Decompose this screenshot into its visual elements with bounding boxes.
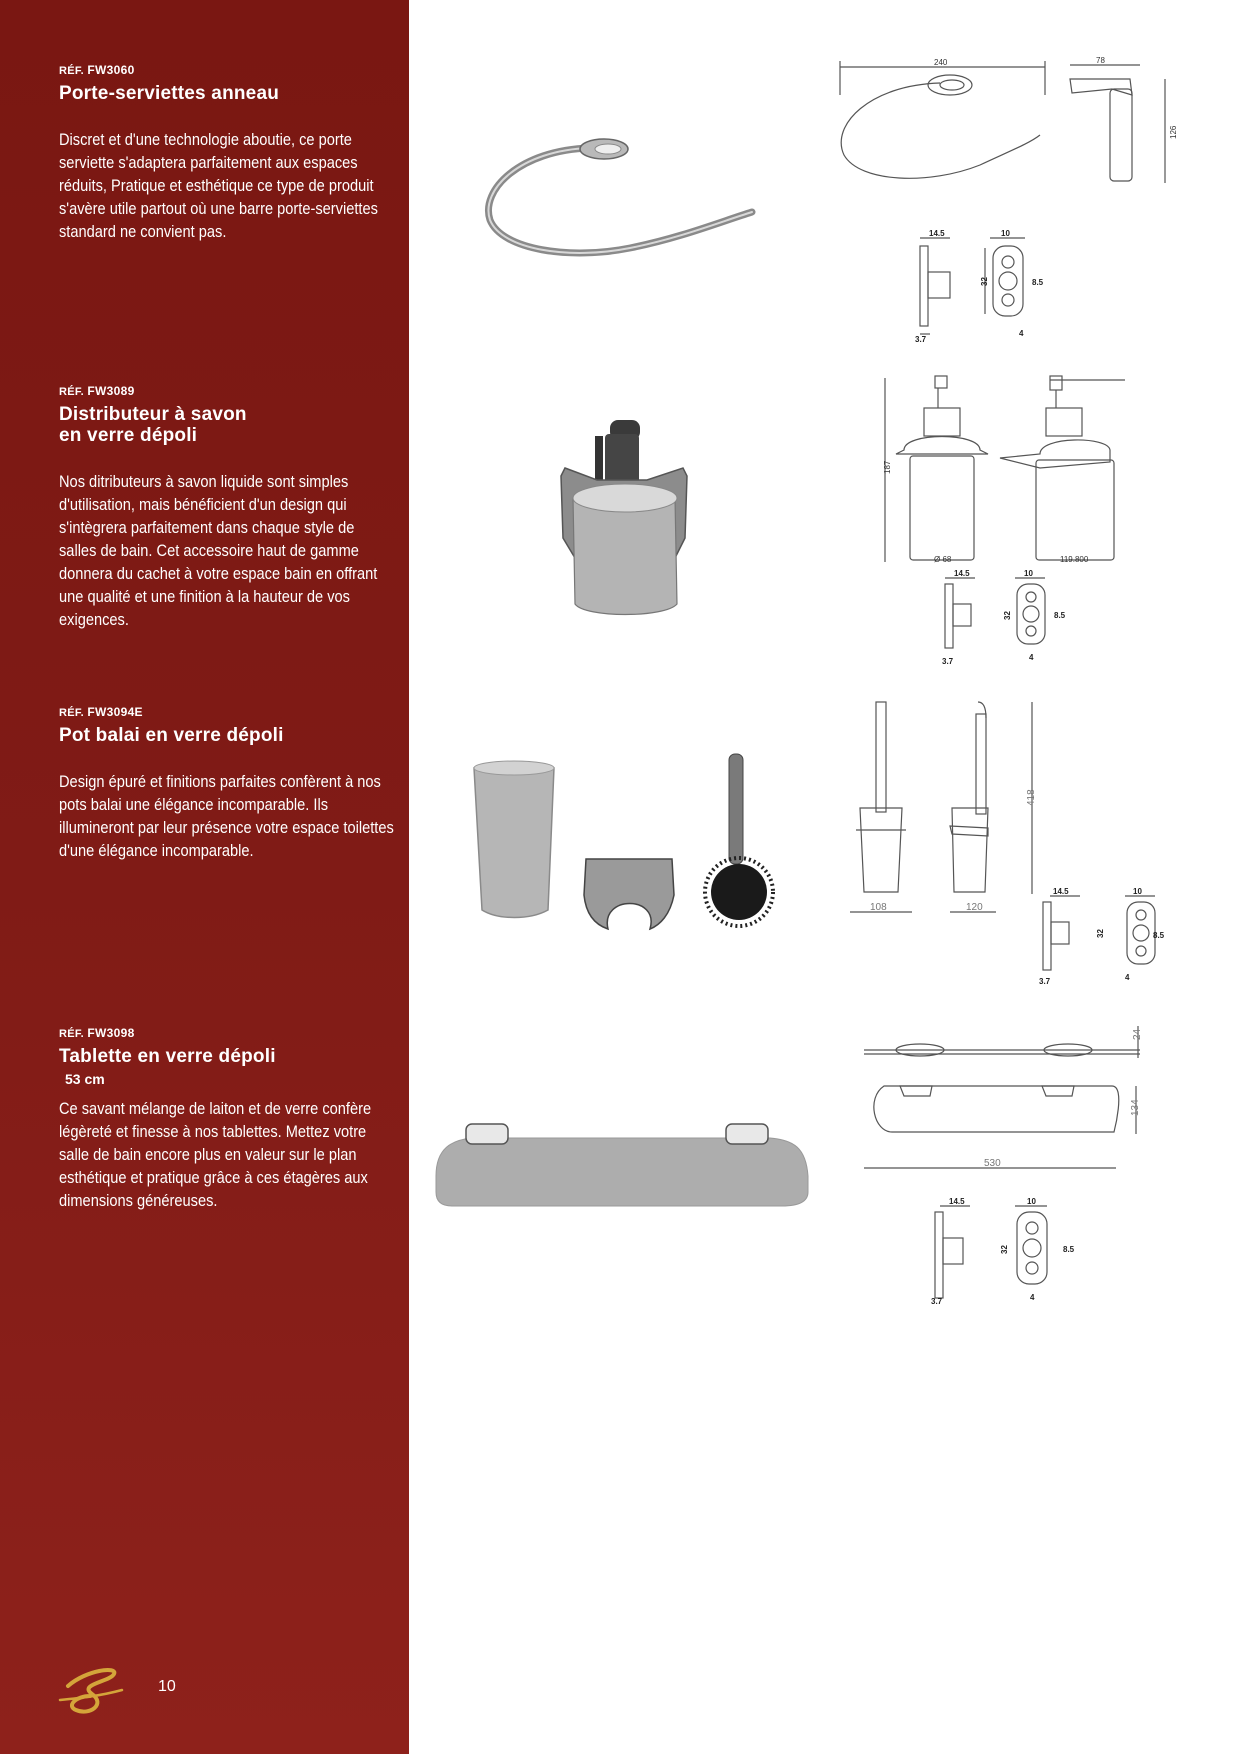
wall-holder-photo bbox=[580, 855, 680, 935]
glass-shelf-drawing bbox=[860, 1018, 1150, 1178]
product-title: Pot balai en verre dépoli bbox=[59, 725, 284, 746]
product-fw3098 bbox=[59, 1026, 394, 1212]
product-ref: RÉF. FW3089 bbox=[59, 384, 135, 398]
svg-text:530: 530 bbox=[984, 1158, 1001, 1169]
soap-dispenser-drawing bbox=[880, 372, 1140, 567]
product-fw3060 bbox=[59, 63, 394, 243]
product-fw3094e bbox=[59, 705, 394, 862]
fixing-detail-drawing bbox=[905, 226, 1075, 346]
towel-ring-drawing bbox=[830, 55, 1180, 195]
product-title: Tablette en verre dépoli bbox=[59, 1046, 276, 1067]
product-ref: RÉF. FW3094E bbox=[59, 705, 143, 719]
product-subtitle: 53 cm bbox=[65, 1071, 105, 1087]
product-fw3089 bbox=[59, 384, 394, 631]
svg-text:10: 10 bbox=[1001, 229, 1010, 238]
product-title: Distributeur à savon en verre dépoli bbox=[59, 404, 247, 446]
svg-text:32: 32 bbox=[1000, 1245, 1009, 1254]
fixing-detail-drawing bbox=[930, 568, 1100, 668]
svg-text:187: 187 bbox=[883, 460, 892, 474]
toilet-brush-photo bbox=[705, 752, 785, 932]
product-ref: RÉF. FW3060 bbox=[59, 63, 135, 77]
svg-text:4: 4 bbox=[1029, 653, 1034, 662]
svg-text:14.5: 14.5 bbox=[949, 1197, 965, 1206]
towel-ring-photo bbox=[480, 130, 760, 280]
svg-text:32: 32 bbox=[1096, 929, 1105, 938]
sidebar bbox=[0, 0, 409, 1754]
brand-logo-icon bbox=[56, 1660, 126, 1720]
svg-text:32: 32 bbox=[980, 277, 989, 286]
svg-text:108: 108 bbox=[870, 902, 887, 913]
svg-text:10: 10 bbox=[1133, 887, 1142, 896]
product-title: Porte-serviettes anneau bbox=[59, 83, 280, 104]
svg-text:4: 4 bbox=[1030, 1293, 1035, 1302]
svg-text:3.7: 3.7 bbox=[942, 657, 954, 666]
glass-cup-photo bbox=[470, 760, 560, 920]
svg-text:78: 78 bbox=[1096, 56, 1105, 65]
svg-text:3.7: 3.7 bbox=[1039, 977, 1051, 986]
svg-text:240: 240 bbox=[934, 58, 948, 67]
svg-text:418: 418 bbox=[1026, 789, 1037, 806]
svg-text:14.5: 14.5 bbox=[929, 229, 945, 238]
svg-text:Ø 68: Ø 68 bbox=[934, 555, 952, 564]
soap-dispenser-photo bbox=[555, 418, 695, 638]
fixing-detail-drawing bbox=[925, 1196, 1095, 1306]
svg-text:14.5: 14.5 bbox=[954, 569, 970, 578]
svg-text:32: 32 bbox=[1003, 611, 1012, 620]
product-description: Design épuré et finitions parfaites confèrent à nos pots balai une élégance incomparable. Ils illumineront par leur présence votre espace toilettes d'une élégance incomparable. bbox=[59, 772, 394, 860]
product-description: Nos ditributeurs à savon liquide sont simples d'utilisation, mais bénéficient d'un design qui s'intègrera parfaitement dans chaque style de salles de bain. Cet accessoire haut de gamme donnera du cachet à votre espace bain en offrant une qualité et une finition à la hauteur de vos exigences. bbox=[59, 472, 378, 629]
product-description: Discret et d'une technologie aboutie, ce porte serviette s'adaptera parfaitement aux espaces réduits, Pratique et esthétique ce type de produit s'avère utile partout où une barre porte-serviettes standard ne convient pas. bbox=[59, 130, 378, 241]
svg-text:10: 10 bbox=[1027, 1197, 1036, 1206]
svg-text:120: 120 bbox=[966, 902, 983, 913]
svg-text:3.7: 3.7 bbox=[915, 335, 927, 344]
fixing-detail-drawing bbox=[1035, 886, 1205, 986]
svg-text:8.5: 8.5 bbox=[1032, 278, 1044, 287]
product-ref: RÉF. FW3098 bbox=[59, 1026, 135, 1040]
page-number: 10 bbox=[158, 1678, 176, 1695]
svg-text:3.7: 3.7 bbox=[931, 1297, 943, 1306]
toilet-brush-drawing bbox=[840, 698, 1040, 918]
svg-text:119.800: 119.800 bbox=[1060, 555, 1089, 564]
svg-text:10: 10 bbox=[1024, 569, 1033, 578]
svg-text:134: 134 bbox=[1130, 1099, 1141, 1116]
product-description: Ce savant mélange de laiton et de verre confère légèreté et finesse à nos tablettes. Mettez votre salle de bain encore plus en valeur sur le plan esthétique et pratique grâce à ces étagères aux dimensions généreuses. bbox=[59, 1099, 372, 1210]
svg-text:24: 24 bbox=[1132, 1028, 1143, 1040]
svg-text:8.5: 8.5 bbox=[1063, 1245, 1075, 1254]
svg-text:126: 126 bbox=[1169, 125, 1178, 139]
svg-text:4: 4 bbox=[1019, 329, 1024, 338]
svg-text:4: 4 bbox=[1125, 973, 1130, 982]
svg-text:14.5: 14.5 bbox=[1053, 887, 1069, 896]
svg-text:8.5: 8.5 bbox=[1153, 931, 1165, 940]
glass-shelf-photo bbox=[432, 1118, 812, 1210]
svg-text:8.5: 8.5 bbox=[1054, 611, 1066, 620]
